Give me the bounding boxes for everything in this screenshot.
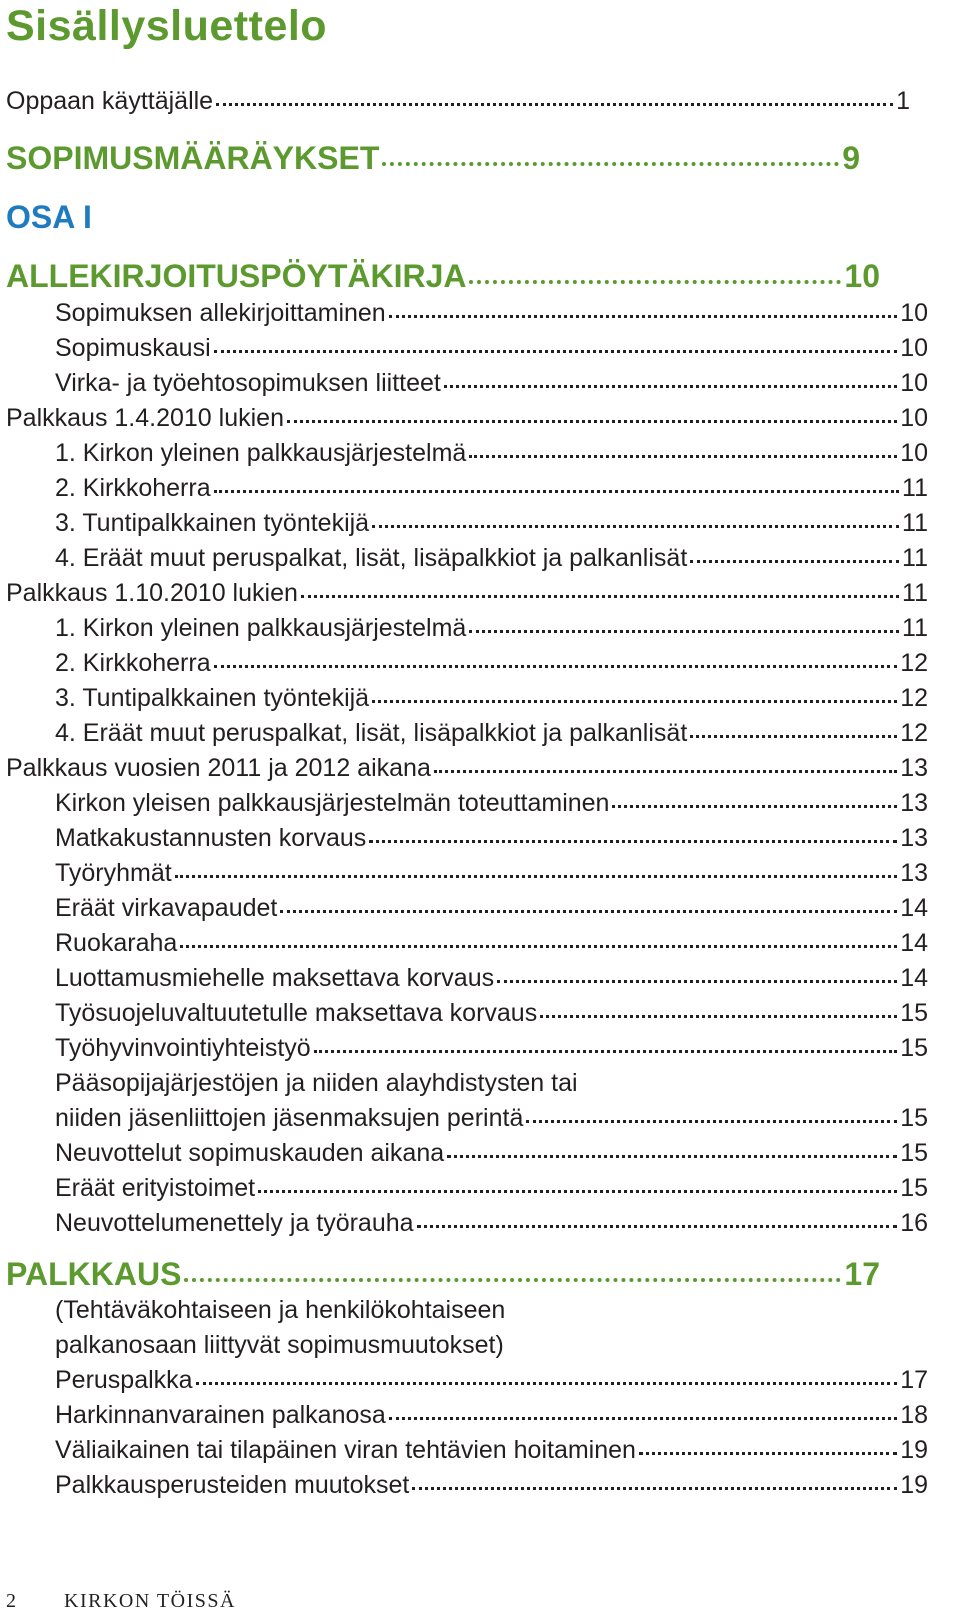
toc-entry-page: 13 [900,859,928,887]
toc-entry[interactable] [55,823,928,853]
toc-entry[interactable] [55,1138,928,1168]
toc-entry-page: 11 [902,509,928,537]
toc-entry[interactable] [55,508,928,538]
leader-dots [469,455,897,458]
leader-dots [469,280,841,284]
toc-entry-page: 1 [896,87,910,115]
toc-entry-page: 10 [900,334,928,362]
toc-entry-title: PALKKAUS [6,1256,182,1292]
toc-entry[interactable] [55,438,928,468]
toc-entry-page: 17 [844,1256,880,1292]
toc-note-text: palkanosaan liittyvät sopimusmuutokset) [55,1331,504,1359]
leader-dots [214,350,898,353]
toc-entry-title: niiden jäsenliittojen jäsenmaksujen perintä [55,1104,524,1132]
toc-entry-page: 10 [900,369,928,397]
toc-entry-title: 2. Kirkkoherra [55,474,211,502]
toc-entry-title: Väliaikainen tai tilapäinen viran tehtävien hoitaminen [55,1436,636,1464]
leader-dots [612,805,897,808]
toc-entry[interactable] [55,473,928,503]
leader-dots [175,875,897,878]
toc-entry-title: Pääsopijajärjestöjen ja niiden alayhdistysten tai [55,1069,578,1097]
toc-entry-page: 15 [900,999,928,1027]
toc-entry-title: 2. Kirkkoherra [55,649,211,677]
leader-dots [301,595,899,598]
toc-entry-title: 3. Tuntipalkkainen työntekijä [55,509,370,537]
toc-entry-title: SOPIMUSMÄÄRÄYKSET [6,140,380,176]
page-title: Sisällysluettelo [6,2,328,50]
toc-entry-page: 10 [900,299,928,327]
toc-entry[interactable] [55,1033,928,1063]
toc-entry-page: 12 [900,684,928,712]
leader-dots [214,665,898,668]
toc-entry-page: 15 [900,1034,928,1062]
leader-dots [412,1487,897,1490]
leader-dots [639,1452,897,1455]
toc-entry-title: Neuvottelumenettely ja työrauha [55,1209,414,1237]
toc-entry-page: 14 [900,964,928,992]
leader-dots [469,630,899,633]
toc-entry-page: 11 [902,579,928,607]
toc-entry[interactable] [55,1435,928,1465]
toc-entry-page: 19 [900,1471,928,1499]
toc-entry[interactable] [55,1400,928,1430]
toc-entry-title: Oppaan käyttäjälle [6,87,214,115]
toc-entry-title: Matkakustannusten korvaus [55,824,367,852]
toc-entry[interactable] [55,1365,928,1395]
leader-dots [497,980,897,983]
toc-entry-title: Harkinnanvarainen palkanosa [55,1401,386,1429]
leader-dots [690,560,899,563]
toc-entry-title: Palkkausperusteiden muutokset [55,1471,410,1499]
toc-section-heading[interactable] [6,257,880,295]
toc-entry[interactable] [55,928,928,958]
toc-entry[interactable] [6,403,928,433]
toc-section-heading[interactable] [6,139,860,177]
toc-entry-title: 3. Tuntipalkkainen työntekijä [55,684,370,712]
toc-entry-page: 15 [900,1139,928,1167]
toc-entry-title: Palkkaus 1.4.2010 lukien [6,404,284,432]
toc-entry-page: 11 [902,544,928,572]
toc-entry-title: Sopimuskausi [55,334,211,362]
leader-dots [690,735,897,738]
toc-entry-title: Luottamusmiehelle maksettava korvaus [55,964,495,992]
leader-dots [196,1382,898,1385]
leader-dots [389,315,897,318]
toc-entry-page: 12 [900,719,928,747]
toc-entry-page: 15 [900,1174,928,1202]
toc-entry-page: 15 [900,1104,928,1132]
toc-entry[interactable] [55,718,928,748]
toc-entry-page: 17 [900,1366,928,1394]
leader-dots [287,420,897,423]
toc-entry-title: ALLEKIRJOITUSPÖYTÄKIRJA [6,258,467,294]
toc-entry-page: 16 [900,1209,928,1237]
toc-entry-page: 10 [900,439,928,467]
toc-note-line [55,1330,928,1360]
leader-dots [184,1278,841,1282]
toc-entry[interactable] [55,648,928,678]
leader-dots [216,103,893,106]
toc-entry[interactable] [55,683,928,713]
toc-entry-title: Eräät erityistoimet [55,1174,256,1202]
leader-dots [382,162,839,166]
leader-dots [280,910,897,913]
toc-entry-title: Palkkaus 1.10.2010 lukien [6,579,298,607]
toc-entry-page: 12 [900,649,928,677]
toc-entry-title: 1. Kirkon yleinen palkkausjärjestelmä [55,614,467,642]
toc-entry-page: 11 [902,474,928,502]
toc-entry[interactable] [55,1208,928,1238]
leader-dots [540,1015,897,1018]
toc-entry[interactable] [55,1173,928,1203]
toc-entry[interactable] [55,858,928,888]
toc-entry-title: Työhyvinvointiyhteistyö [55,1034,311,1062]
toc-entry-page: 10 [844,258,880,294]
leader-dots [444,385,897,388]
toc-entry-page: 14 [900,929,928,957]
toc-entry-title: Työryhmät [55,859,172,887]
leader-dots [372,525,899,528]
toc-entry-title: 4. Eräät muut peruspalkat, lisät, lisäpalkkiot ja palkanlisät [55,544,688,572]
toc-entry[interactable] [55,1470,928,1500]
toc-entry-title: OSA I [6,199,92,235]
leader-dots [526,1120,897,1123]
leader-dots [372,700,897,703]
leader-dots [258,1190,897,1193]
toc-entry-page: 18 [900,1401,928,1429]
toc-entry[interactable] [6,753,928,783]
toc-entry-title: Sopimuksen allekirjoittaminen [55,299,386,327]
leader-dots [389,1417,897,1420]
toc-entry[interactable] [55,368,928,398]
page-footer [6,1590,236,1613]
leader-dots [434,770,897,773]
toc-entry-page: 9 [842,140,860,176]
toc-part-heading [6,198,406,236]
toc-entry-page: 11 [902,614,928,642]
leader-dots [314,1050,898,1053]
toc-entry[interactable] [6,578,928,608]
toc-entry-title: Ruokaraha [55,929,178,957]
leader-dots [447,1155,897,1158]
toc-entry[interactable] [55,333,928,363]
toc-entry-line[interactable] [55,1068,928,1098]
toc-entry[interactable] [55,1103,928,1133]
toc-entry-title: Kirkon yleisen palkkausjärjestelmän toteuttaminen [55,789,610,817]
page-number: 2 [6,1590,16,1612]
toc-entry-page: 10 [900,404,928,432]
toc-entry-title: Neuvottelut sopimuskauden aikana [55,1139,445,1167]
toc-entry-title: Työsuojeluvaltuutetulle maksettava korvaus [55,999,538,1027]
leader-dots [369,840,897,843]
toc-note-line [55,1295,928,1325]
publication-name: KIRKON TÖISSÄ [64,1590,236,1612]
toc-entry[interactable] [55,893,928,923]
toc-entry-title: Eräät virkavapaudet [55,894,278,922]
toc-entry-page: 19 [900,1436,928,1464]
toc-entry[interactable] [55,543,928,573]
leader-dots [180,945,897,948]
leader-dots [214,490,899,493]
toc-entry[interactable] [55,998,928,1028]
toc-entry-title: Peruspalkka [55,1366,193,1394]
toc-entry-page: 13 [900,754,928,782]
toc-entry[interactable] [55,963,928,993]
toc-entry[interactable] [55,613,928,643]
toc-entry-page: 13 [900,824,928,852]
leader-dots [417,1225,898,1228]
toc-section-heading[interactable] [6,1255,880,1293]
toc-entry[interactable] [55,788,928,818]
toc-entry-page: 14 [900,894,928,922]
toc-note-text: (Tehtäväkohtaiseen ja henkilökohtaiseen [55,1296,506,1324]
toc-entry[interactable] [55,298,928,328]
toc-entry-title: Palkkaus vuosien 2011 ja 2012 aikana [6,754,431,782]
toc-entry-title: 4. Eräät muut peruspalkat, lisät, lisäpalkkiot ja palkanlisät [55,719,688,747]
toc-entry-title: Virka- ja työehtosopimuksen liitteet [55,369,441,397]
toc-entry-page: 13 [900,789,928,817]
toc-entry-title: 1. Kirkon yleinen palkkausjärjestelmä [55,439,467,467]
toc-entry[interactable] [6,86,910,116]
